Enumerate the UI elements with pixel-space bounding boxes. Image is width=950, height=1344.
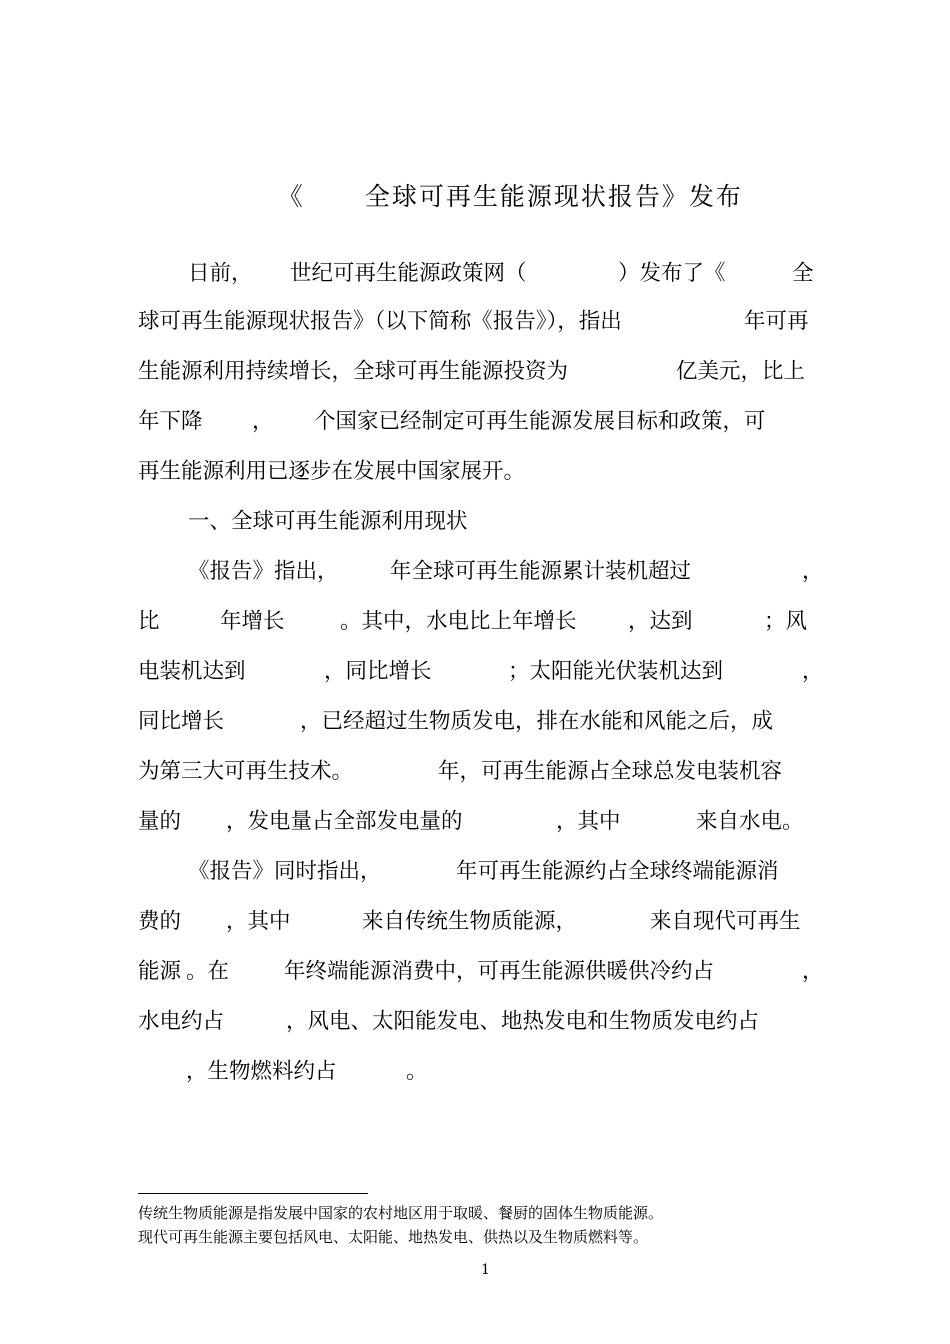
text-line bbox=[138, 456, 814, 488]
text-segment: ，其中 bbox=[556, 809, 621, 834]
text-segment: ；太阳能光伏装机达到 bbox=[508, 659, 724, 684]
text-segment: 能源 bbox=[138, 959, 182, 984]
text-segment: ， bbox=[802, 959, 824, 984]
text-line bbox=[138, 906, 814, 938]
text-segment: 来自传统生物质能源， bbox=[362, 909, 578, 934]
text-segment: ；风 bbox=[764, 609, 808, 634]
text-segment: ， bbox=[802, 559, 824, 584]
text-segment: 年可再生能源约占全球终端能源消 bbox=[456, 859, 779, 884]
text-segment: ，发电量占全部发电量的 bbox=[226, 809, 463, 834]
text-line bbox=[138, 356, 814, 388]
footnote-2: 现代可再生能源主要包括风电、太阳能、地热发电、供热以及生物质燃料等。 bbox=[138, 1228, 649, 1246]
text-segment: 亿美元，比上 bbox=[676, 359, 806, 384]
document-title bbox=[238, 148, 743, 242]
text-segment: ，达到 bbox=[628, 609, 693, 634]
text-segment: ， bbox=[252, 409, 274, 434]
text-segment: 年可再 bbox=[744, 309, 809, 334]
text-segment: 世纪可再生能源政策网（ bbox=[290, 261, 527, 286]
title-open-bracket: 《 bbox=[277, 182, 305, 211]
text-line bbox=[138, 706, 814, 738]
text-segment: 来自现代可再生 bbox=[650, 909, 801, 934]
text-line bbox=[138, 258, 814, 290]
text-segment: 比 bbox=[138, 609, 160, 634]
text-segment: ，其中 bbox=[226, 909, 291, 934]
text-segment: 再生能源利用已逐步在发展中国家展开。 bbox=[138, 459, 526, 484]
text-segment: 水电约占 bbox=[138, 1009, 225, 1034]
text-segment: ，生物燃料约占 bbox=[186, 1059, 337, 1084]
text-segment: 。在 bbox=[186, 959, 230, 984]
text-line bbox=[138, 656, 824, 688]
text-segment: 量的 bbox=[138, 809, 182, 834]
text-segment: 费的 bbox=[138, 909, 182, 934]
text-segment: 《报告》指出， bbox=[188, 559, 339, 584]
text-line bbox=[138, 956, 824, 988]
text-segment: 年增长 bbox=[220, 609, 285, 634]
footnote-divider bbox=[138, 1193, 368, 1194]
text-segment: 年下降 bbox=[138, 409, 203, 434]
text-line bbox=[138, 606, 814, 638]
text-segment: 球可再生能源现状报告》（以下简称《报告》），指出 bbox=[138, 309, 622, 334]
text-segment: 一、全球可再生能源利用现状 bbox=[188, 509, 468, 534]
text-line bbox=[138, 556, 824, 588]
text-segment: ，同比增长 bbox=[324, 659, 432, 684]
text-segment: 为第三大可再生技术。 bbox=[138, 759, 354, 784]
text-line bbox=[138, 1056, 814, 1088]
text-segment: 来自水电。 bbox=[696, 809, 804, 834]
text-line bbox=[138, 406, 814, 438]
text-segment: 年，可再生能源占全球总发电装机容 bbox=[438, 759, 783, 784]
text-segment: 全 bbox=[792, 261, 814, 286]
footnote-1: 传统生物质能源是指发展中国家的农村地区用于取暖、餐厨的固体生物质能源。 bbox=[138, 1204, 664, 1222]
text-segment: ，已经超过生物质发电，排在水能和风能之后，成 bbox=[300, 709, 774, 734]
text-segment: ）发布了《 bbox=[618, 261, 726, 286]
text-line bbox=[138, 506, 814, 538]
text-segment: ， bbox=[802, 659, 824, 684]
text-segment: 生能源利用持续增长，全球可再生能源投资为 bbox=[138, 359, 569, 384]
text-segment: 年终端能源消费中，可再生能源供暖供冷约占 bbox=[284, 959, 715, 984]
text-segment: 年全球可再生能源累计装机超过 bbox=[390, 559, 692, 584]
text-line bbox=[138, 856, 814, 888]
text-segment: 同比增长 bbox=[138, 709, 225, 734]
text-segment: 。 bbox=[406, 1059, 428, 1084]
page-number: 1 bbox=[481, 1262, 490, 1278]
text-segment: 个国家已经制定可再生能源发展目标和政策，可 bbox=[314, 409, 766, 434]
text-segment: 电装机达到 bbox=[138, 659, 246, 684]
text-segment: 《报告》同时指出， bbox=[188, 859, 382, 884]
text-line bbox=[138, 1006, 814, 1038]
title-text: 全球可再生能源现状报告》发布 bbox=[364, 182, 743, 211]
text-segment: 日前， bbox=[188, 261, 253, 286]
text-line bbox=[138, 306, 814, 338]
text-segment: 。其中，水电比上年增长 bbox=[340, 609, 577, 634]
text-segment: ，风电、太阳能发电、地热发电和生物质发电约占 bbox=[286, 1009, 760, 1034]
text-line bbox=[138, 756, 814, 788]
text-line bbox=[138, 806, 814, 838]
